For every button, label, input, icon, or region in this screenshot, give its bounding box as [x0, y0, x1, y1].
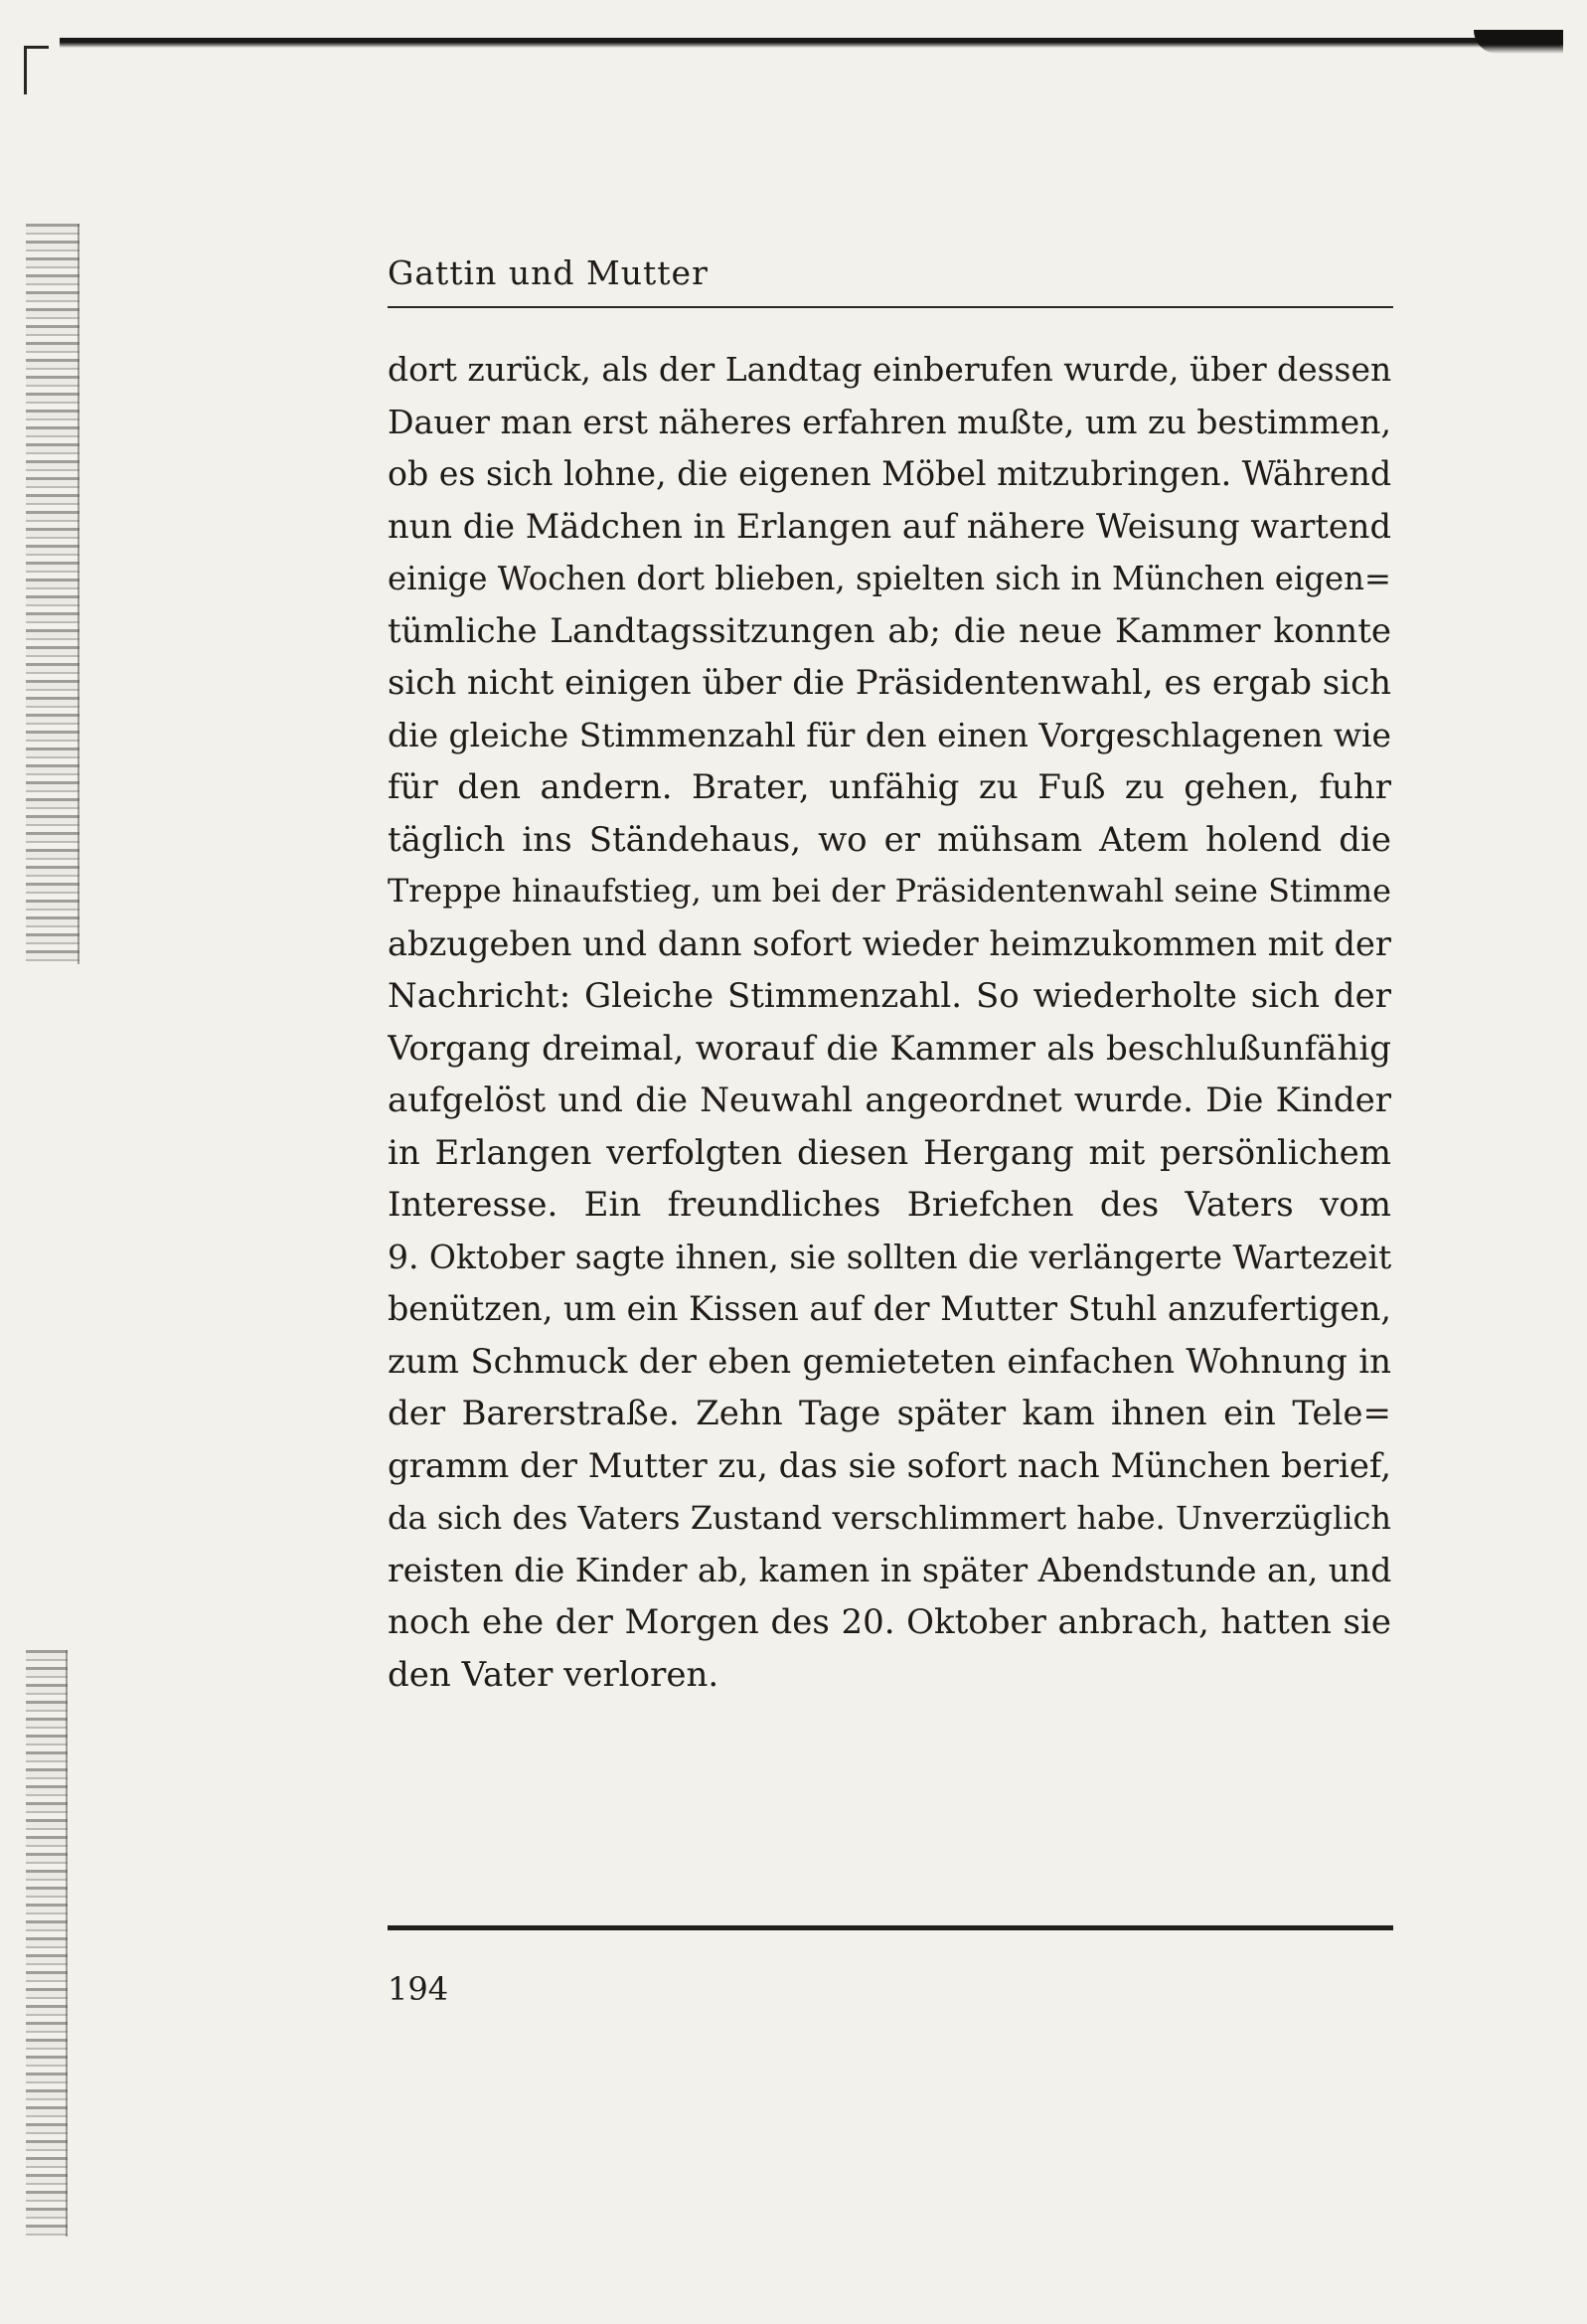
header-rule [388, 306, 1393, 308]
text-line: Nachricht: Gleiche Stimmenzahl. So wiederholte sich der [388, 976, 1391, 1016]
scan-top-edge-shadow [1474, 30, 1563, 54]
text-line: reisten die Kinder ab, kamen in später Abendstunde an, und [388, 1550, 1391, 1589]
text-line: tümliche Landtagssitzungen ab; die neue Kammer konnte [388, 610, 1391, 651]
text-line: benützen, um ein Kissen auf der Mutter Stuhl anzufertigen, [388, 1289, 1391, 1328]
text-line: abzugeben und dann sofort wieder heimzukommen mit der [388, 923, 1391, 963]
footer-rule [388, 1925, 1393, 1930]
text-line: Vorgang dreimal, worauf die Kammer als beschlußunfähig [388, 1028, 1391, 1069]
text-line: in Erlangen verfolgten diesen Hergang mit persönlichem [388, 1132, 1391, 1173]
text-line: nun die Mädchen in Erlangen auf nähere Weisung wartend [388, 506, 1391, 546]
text-line: die gleiche Stimmenzahl für den einen Vorgeschlagenen wie [388, 715, 1391, 754]
text-line: sich nicht einigen über die Präsidentenwahl, es ergab sich [388, 663, 1391, 703]
text-line: täglich ins Ständehaus, wo er mühsam Atem holend die [388, 819, 1391, 860]
text-line: gramm der Mutter zu, das sie sofort nach München berief, [388, 1445, 1391, 1485]
text-line: einige Wochen dort blieben, spielten sich in München eigen= [388, 560, 1391, 597]
running-head: Gattin und Mutter [388, 253, 709, 292]
book-page [388, 0, 1406, 2324]
text-line: noch ehe der Morgen des 20. Oktober anbrach, hatten sie [388, 1602, 1391, 1642]
text-line: Treppe hinaufstieg, um bei der Präsidentenwahl seine Stimme [388, 873, 1391, 910]
text-line-last: den Vater verloren. [388, 1654, 719, 1695]
scan-corner-mark [24, 46, 49, 94]
text-line: aufgelöst und die Neuwahl angeordnet wurde. Die Kinder [388, 1080, 1391, 1120]
binding-shadow-lower [26, 1650, 68, 2237]
body-text [388, 344, 1391, 1701]
text-line: 9. Oktober sagte ihnen, sie sollten die verlängerte Wartezeit [388, 1237, 1391, 1276]
binding-shadow-upper [26, 224, 79, 964]
page-number: 194 [388, 1970, 449, 2008]
text-line: Interesse. Ein freundliches Briefchen des Vaters vom [388, 1185, 1391, 1225]
text-line: zum Schmuck der eben gemieteten einfachen Wohnung in [388, 1341, 1391, 1382]
text-line: dort zurück, als der Landtag einberufen wurde, über dessen [388, 350, 1391, 389]
text-line: der Barerstraße. Zehn Tage später kam ihnen ein Tele= [388, 1394, 1391, 1433]
text-line: ob es sich lohne, die eigenen Möbel mitzubringen. Während [388, 454, 1391, 493]
text-line: für den andern. Brater, unfähig zu Fuß zu gehen, fuhr [388, 767, 1391, 807]
text-line: Dauer man erst näheres erfahren mußte, um zu bestimmen, [388, 402, 1391, 441]
text-line: da sich des Vaters Zustand verschlimmert habe. Unverzüglich [388, 1499, 1391, 1537]
